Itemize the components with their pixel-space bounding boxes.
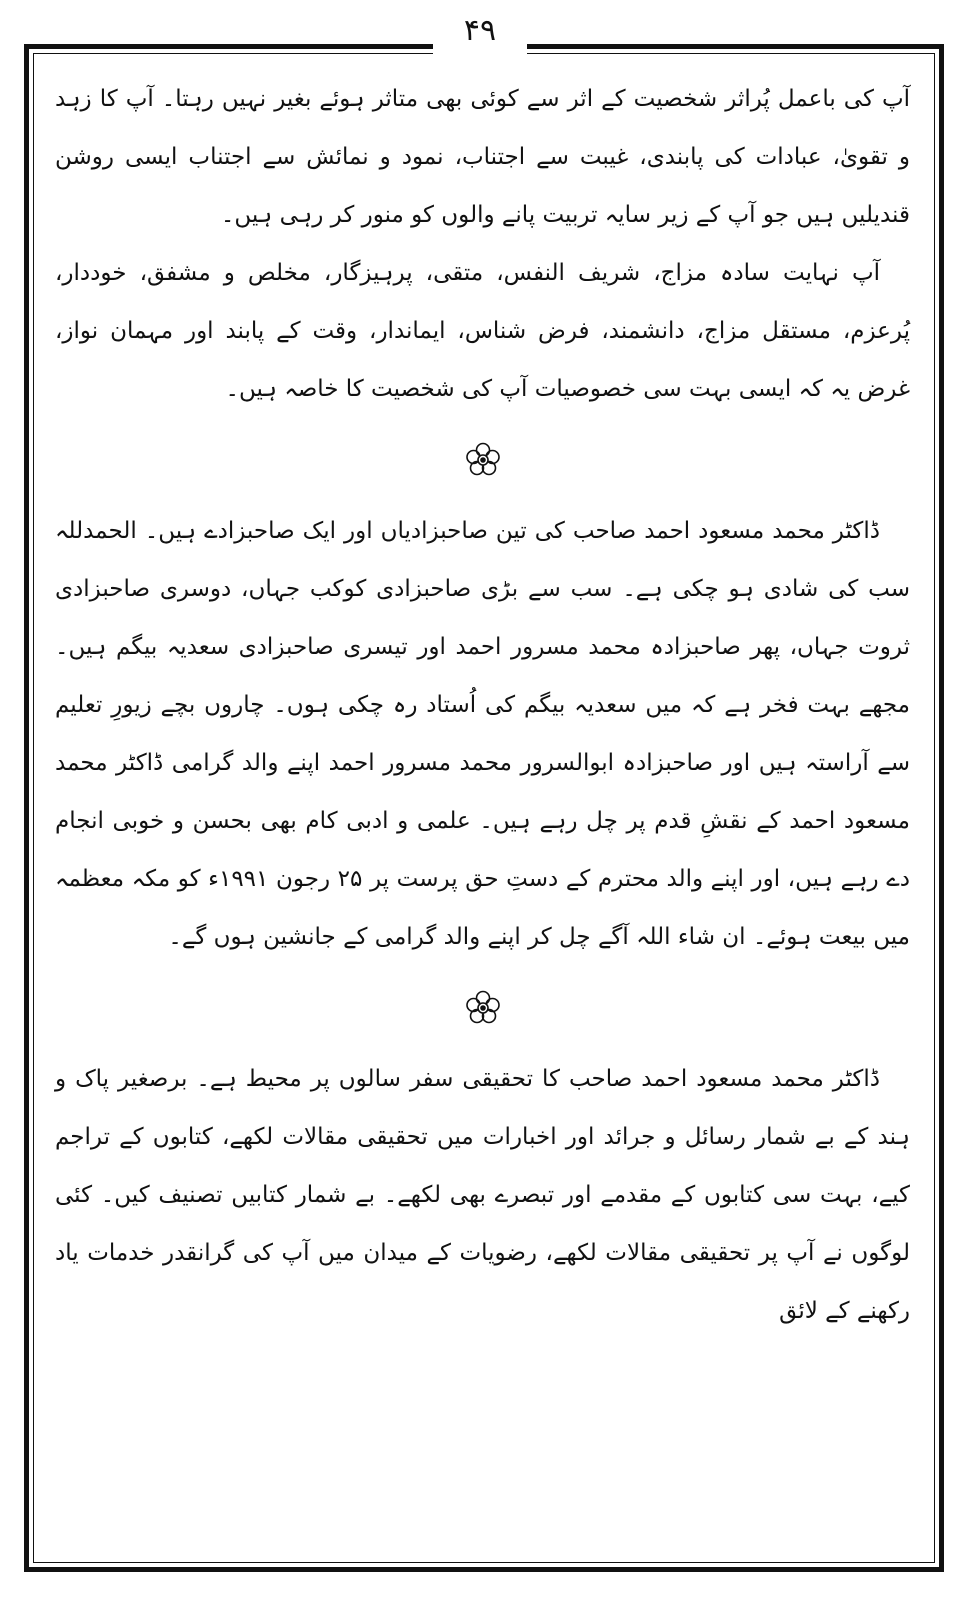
paragraph-qualities: آپ نہایت سادہ مزاج، شریف النفس، متقی، پرہیزگار، مخلص و مشفق، خوددار، پُرعزم، مستقل مزاج، دانشمند، فرض شناس، ایماندار، وقت کے پابند اور مہمان نواز، غرض یہ کہ ایسی بہت سی خصوصیات آپ کی شخصیت کا خاصہ ہیں۔	[55, 260, 910, 402]
section-family	[55, 502, 910, 966]
page-number: ۴۹	[463, 13, 497, 48]
paragraph-children: ڈاکٹر محمد مسعود احمد صاحب کی تین صاحبزادیاں اور ایک صاحبزادے ہیں۔ الحمدللہ سب کی شادی ہو چکی ہے۔ سب سے بڑی صاحبزادی کوکب جہاں، دوسری صاحبزادی ثروت جہاں، پھر صاحبزادہ محمد مسرور احمد اور تیسری صاحبزادی سعدیہ بیگم ہیں۔ مجھے بہت فخر ہے کہ میں سعدیہ بیگم کی اُستاد رہ چکی ہوں۔ چاروں بچے زیورِ تعلیم سے آراستہ ہیں اور صاحبزادہ ابوالسرور محمد مسرور احمد اپنے والد گرامی ڈاکٹر محمد مسعود احمد کے نقشِ قدم پر چل رہے ہیں۔ علمی و ادبی کام بھی بحسن و خوبی انجام دے رہے ہیں، اور اپنے والد محترم کے دستِ حق پرست پر ۲۵ رجون ۱۹۹۱ء کو مکہ معظمہ میں بیعت ہوئے۔ ان شاء اللہ آگے چل کر اپنے والد گرامی کے جانشین ہوں گے۔	[55, 518, 910, 950]
flower-ornament-icon	[463, 440, 503, 480]
paragraph-influence: آپ کی باعمل پُراثر شخصیت کے اثر سے کوئی بھی متاثر ہوئے بغیر نہیں رہتا۔ آپ کا زہد و تقویٰ، عبادات کی پابندی، غیبت سے اجتناب، نمود و نمائش سے اجتناب ایسی روشن قندیلیں ہیں جو آپ کے زیر سایہ تربیت پانے والوں کو منور کر رہی ہیں۔	[55, 86, 910, 228]
page-content	[55, 70, 910, 1340]
section-character	[55, 70, 910, 418]
flower-ornament-divider	[55, 966, 910, 1050]
flower-ornament-divider	[55, 418, 910, 502]
flower-ornament-icon	[463, 988, 503, 1028]
section-research	[55, 1050, 910, 1340]
paragraph-research: ڈاکٹر محمد مسعود احمد صاحب کا تحقیقی سفر سالوں پر محیط ہے۔ برصغیر پاک و ہند کے بے شمار رسائل و جرائد اور اخبارات میں تحقیقی مقالات لکھے، کتابوں کے تراجم کیے، بہت سی کتابوں کے مقدمے اور تبصرے بھی لکھے۔ بے شمار کتابیں تصنیف کیں۔ کئی لوگوں نے آپ پر تحقیقی مقالات لکھے، رضویات کے میدان میں آپ کی گرانقدر خدمات یاد رکھنے کے لائق	[55, 1066, 910, 1324]
